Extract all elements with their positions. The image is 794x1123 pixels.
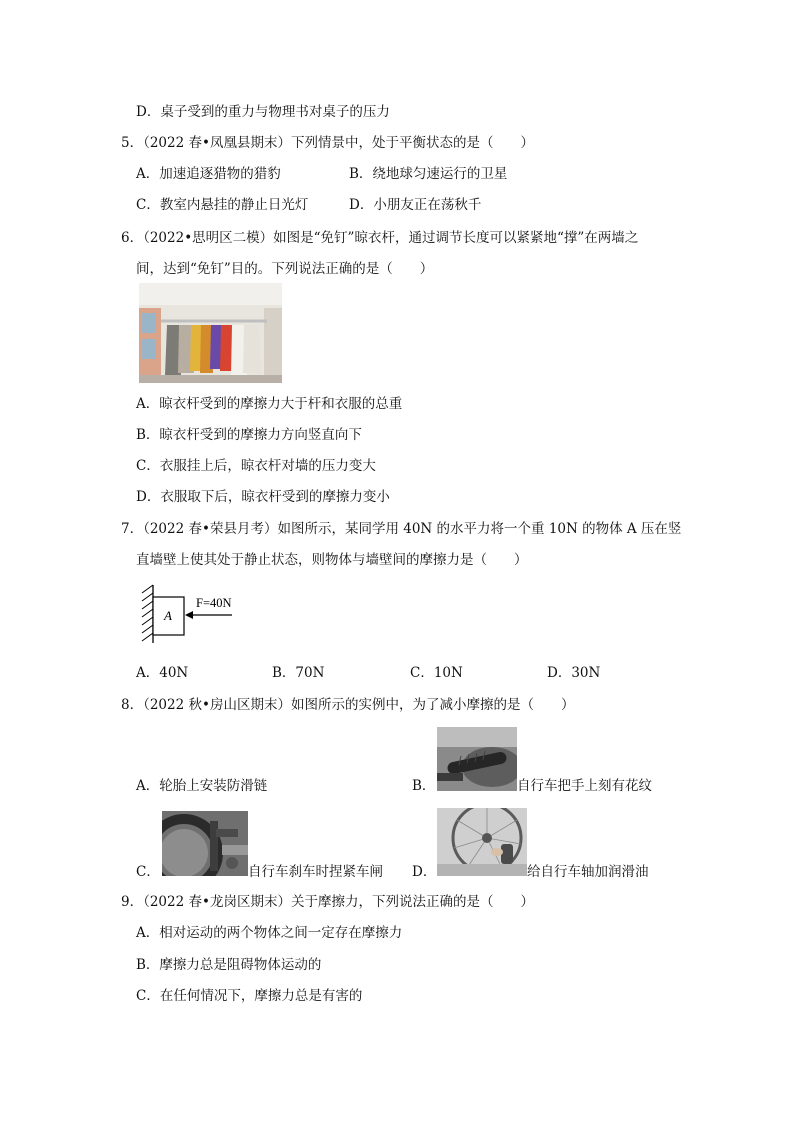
q5-stem: 5．（2022 春•凤凰县期末）下列情景中，处于平衡状态的是（ ） — [121, 135, 534, 151]
q6-option-d: D．衣服取下后，晾衣杆受到的摩擦力变小 — [136, 489, 390, 505]
force-label: F=40N — [196, 596, 232, 610]
bike-handle-photo — [437, 727, 517, 791]
q7-option-c: C．10N — [410, 665, 463, 681]
q6-option-c: C．衣服挂上后，晾衣杆对墙的压力变大 — [136, 458, 376, 474]
bike-brake-photo — [162, 811, 248, 876]
q9-stem: 9．（2022 春•龙岗区期末）关于摩擦力，下列说法正确的是（ ） — [121, 894, 534, 910]
q8-option-d-text: 给自行车轴加润滑油 — [527, 864, 649, 880]
q8-stem: 8．（2022 秋•房山区期末）如图所示的实例中，为了减小摩擦的是（ ） — [121, 697, 575, 713]
q5-option-b: B．绕地球匀速运行的卫星 — [349, 166, 508, 182]
q7-option-d: D．30N — [547, 665, 601, 681]
q5-option-c: C．教室内悬挂的静止日光灯 — [136, 197, 309, 213]
q9-option-b: B．摩擦力总是阻碍物体运动的 — [136, 957, 322, 973]
q8-option-b-letter: B． — [412, 778, 436, 794]
q5-option-a: A．加速追逐猎物的猎豹 — [136, 166, 281, 182]
bike-axle-photo — [437, 808, 527, 876]
wall-block-diagram — [140, 583, 250, 645]
clothes-rack-photo — [139, 283, 282, 383]
q9-option-a: A．相对运动的两个物体之间一定存在摩擦力 — [136, 925, 403, 941]
block-label-a: A — [164, 608, 172, 623]
q6-option-a: A．晾衣杆受到的摩擦力大于杆和衣服的总重 — [136, 396, 403, 412]
q6-stem-line2: 间，达到“免钉”目的。下列说法正确的是（ ） — [136, 261, 434, 277]
q9-option-c: C．在任何情况下，摩擦力总是有害的 — [136, 988, 363, 1004]
q7-stem-line2: 直墙壁上使其处于静止状态，则物体与墙壁间的摩擦力是（ ） — [136, 552, 528, 568]
q7-option-b: B．70N — [272, 665, 325, 681]
q7-stem-line1: 7．（2022 春•荣县月考）如图所示，某同学用 40N 的水平力将一个重 10N 的物体 A 压在竖 — [121, 521, 682, 537]
q7-option-a: A．40N — [136, 665, 189, 681]
q5-option-d: D．小朋友正在荡秋千 — [349, 197, 482, 213]
q8-option-a: A．轮胎上安装防滑链 — [136, 778, 268, 794]
q6-option-b: B．晾衣杆受到的摩擦力方向竖直向下 — [136, 427, 362, 443]
q8-option-b-text: 自行车把手上刻有花纹 — [517, 778, 652, 794]
q8-option-d-letter: D． — [412, 864, 437, 880]
q8-option-c-letter: C． — [136, 864, 160, 880]
q4-option-d: D．桌子受到的重力与物理书对桌子的压力 — [136, 104, 390, 120]
q8-option-c-text: 自行车刹车时捏紧车闸 — [248, 864, 383, 880]
q6-stem-line1: 6．（2022•思明区二模）如图是“免钉”晾衣杆，通过调节长度可以紧紧地“撑”在两墙之 — [121, 230, 639, 246]
